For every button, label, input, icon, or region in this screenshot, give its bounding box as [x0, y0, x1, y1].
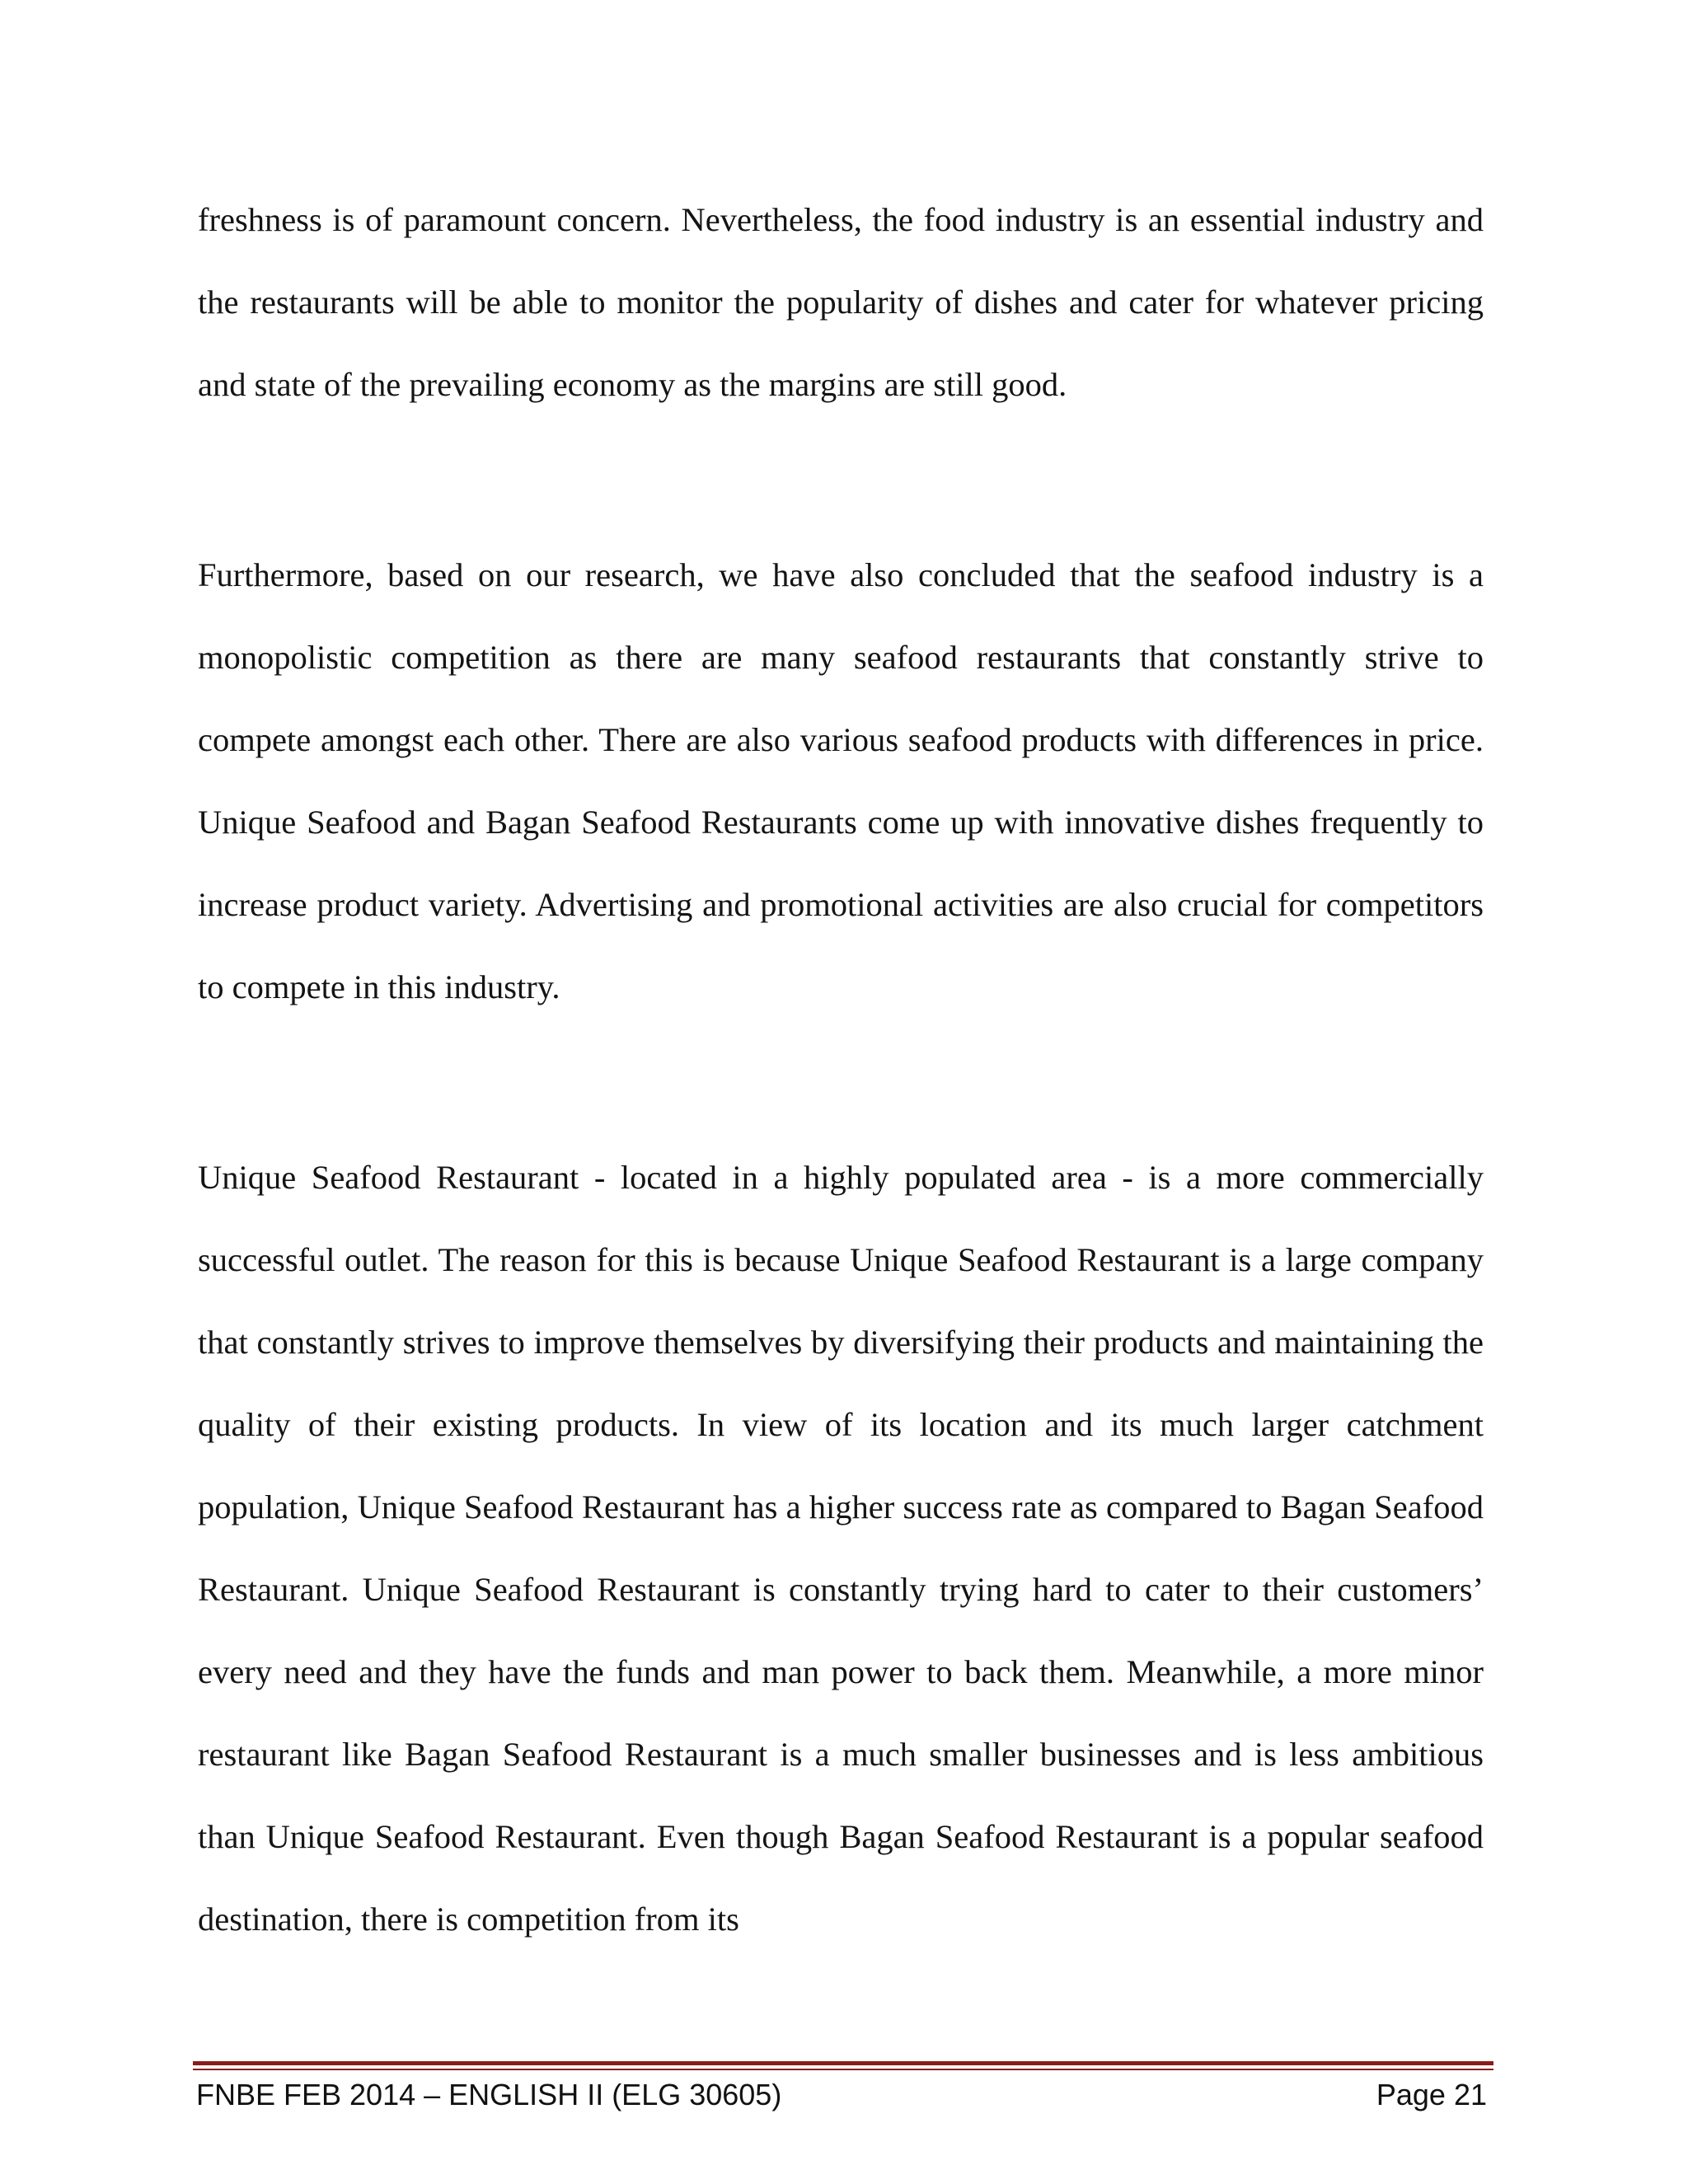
footer-rule-thin [193, 2069, 1493, 2070]
footer-course-label: FNBE FEB 2014 – ENGLISH II (ELG 30605) [196, 2078, 782, 2111]
paragraph-2: Furthermore, based on our research, we have also concluded that the seafood industry is a monopolistic competition as there are many seafood restaurants that constantly strive to compete amongst each other. There are also various seafood products with differences in price. Unique Seafood and Bagan Seafood Restaurants come up with innovative dishes frequently to increase product variety. Advertising and promotional activities are also crucial for competitors to compete in this industry. [198, 556, 1484, 1005]
footer-page-number: Page 21 [1376, 2078, 1487, 2111]
paragraph-3: Unique Seafood Restaurant - located in a highly populated area - is a more commercially successful outlet. The reason for this is because Unique Seafood Restaurant is a large company that constantly strives to improve themselves by diversifying their products and maintaining the quality of their existing products. In view of its location and its much larger catchment population, Unique Seafood Restaurant has a higher success rate as compared to Bagan Seafood Restaurant. Unique Seafood Restaurant is constantly trying hard to cater to their customers’ every need and they have the funds and man power to back them. Meanwhile, a more minor restaurant like Bagan Seafood Restaurant is a much smaller businesses and is less ambitious than Unique Seafood Restaurant. Even though Bagan Seafood Restaurant is a popular seafood destination, there is competition from its [198, 1159, 1484, 1938]
footer-rule-thick [193, 2061, 1493, 2065]
paragraph-1: freshness is of paramount concern. Nevertheless, the food industry is an essential industry and the restaurants will be able to monitor the popularity of dishes and cater for whatever pricing and state of the prevailing economy as the margins are still good. [198, 201, 1484, 403]
